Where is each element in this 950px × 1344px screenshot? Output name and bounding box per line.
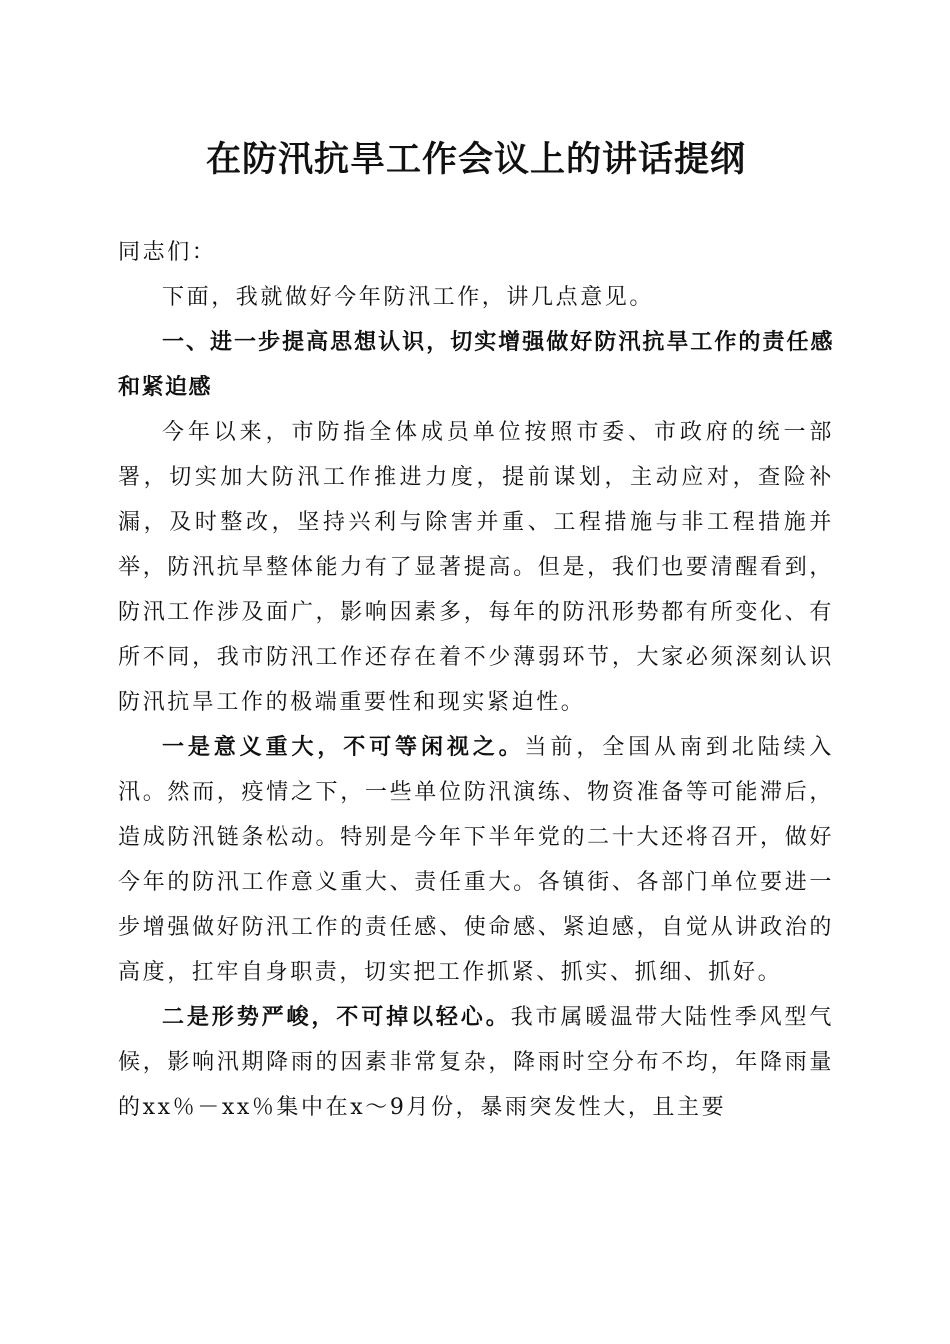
section-heading-1: 一、进一步提高思想认识，切实增强做好防汛抗旱工作的责任感和紧迫感 xyxy=(118,330,834,400)
point-1-paragraph xyxy=(118,725,834,995)
point-2-paragraph xyxy=(118,995,834,1130)
document-title: 在防汛抗旱工作会议上的讲话提纲 xyxy=(205,139,746,180)
point-2-text: 我市属暖温带大陆性季风型气候，影响汛期降雨的因素非常复杂，降雨时空分布不均，年降雨量的xx％－xx％集中在x～9月份，暴雨突发性大，且主要 xyxy=(118,1005,834,1120)
point-1-text: 当前，全国从南到北陆续入汛。然而，疫情之下，一些单位防汛演练、物资准备等可能滞后，造成防汛链条松动。特别是今年下半年党的二十大还将召开，做好今年的防汛工作意义重大、责任重大。各镇街、各部门单位要进一步增强做好防汛工作的责任感、使命感、紧迫感，自觉从讲政治的高度，扛牢自身职责，切实把工作抓紧、抓实、抓细、抓好。 xyxy=(118,735,834,985)
point-2-lead: 二是形势严峻，不可掉以轻心。 xyxy=(162,1004,511,1030)
section-1-paragraph: 今年以来，市防指全体成员单位按照市委、市政府的统一部署，切实加大防汛工作推进力度，提前谋划，主动应对，查险补漏，及时整改，坚持兴利与除害并重、工程措施与非工程措施并举，防汛抗旱整体能力有了显著提高。但是，我们也要清醒看到，防汛工作涉及面广，影响因素多，每年的防汛形势都有所变化、有所不同，我市防汛工作还存在着不少薄弱环节，大家必须深刻认识防汛抗旱工作的极端重要性和现实紧迫性。 xyxy=(118,420,834,715)
salutation: 同志们： xyxy=(118,240,217,265)
document-body xyxy=(118,230,834,1130)
intro-paragraph: 下面，我就做好今年防汛工作，讲几点意见。 xyxy=(162,285,655,310)
point-1-lead: 一是意义重大，不可等闲视之。 xyxy=(162,734,525,760)
